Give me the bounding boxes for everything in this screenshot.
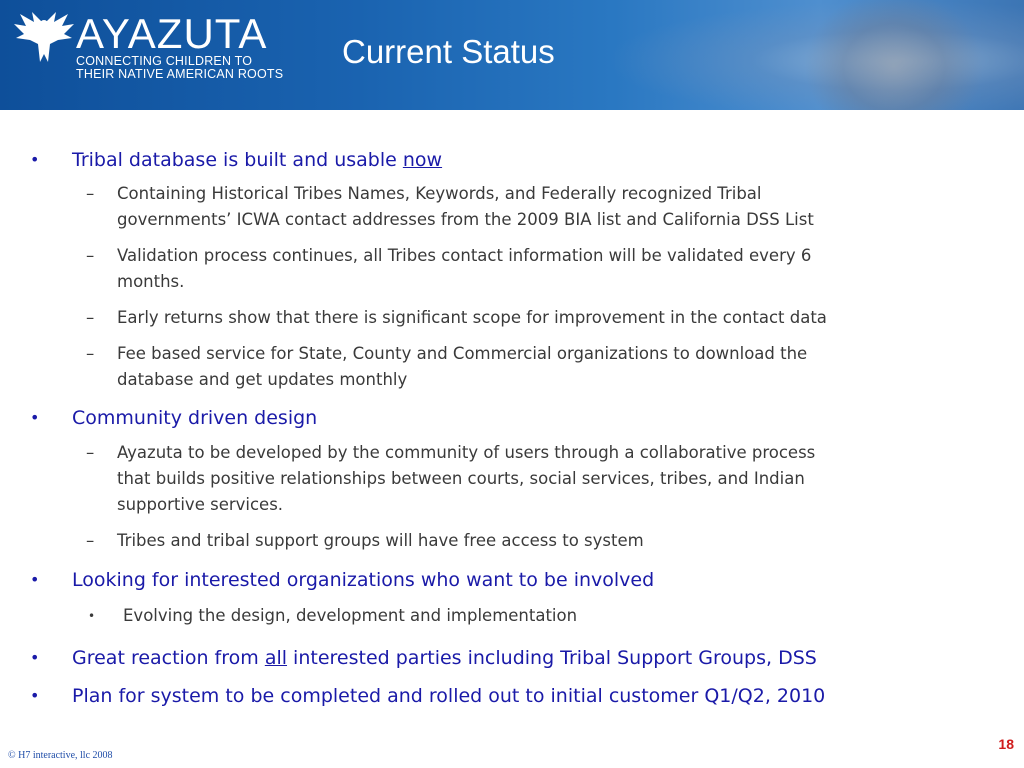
sub-2-1 [117,440,997,518]
bullet-4-after: interested parties including Tribal Support Groups, DSS [287,647,817,669]
sub-1-3-line-1: Early returns show that there is significant scope for improvement in the contact data [117,308,827,327]
logo-name: AYAZUTA [76,10,268,57]
sub-1-2 [117,243,997,295]
bullet-marker: • [30,648,40,667]
logo-tagline-1: CONNECTING CHILDREN TO [76,54,253,68]
banner-portrait-image [804,0,984,110]
sub-1-4 [117,341,997,393]
bullet-1-emphasis: now [402,149,443,171]
dash-marker: – [86,246,95,265]
bullet-3 [72,568,1002,592]
bullet-marker: • [30,570,40,589]
eagle-icon [12,10,76,66]
sub-3-1-line-1: Evolving the design, development and implementation [123,606,578,625]
dash-marker: – [86,443,95,462]
sub-1-1-line-1: Containing Historical Tribes Names, Keywords, and Federally recognized Tribal [117,184,762,203]
sub-2-1-line-2: that builds positive relationships between courts, social services, tribes, and Indian [117,469,805,488]
sub-2-1-line-1: Ayazuta to be developed by the community of users through a collaborative process [117,443,816,462]
sub-1-2-line-1: Validation process continues, all Tribes contact information will be validated every 6 [117,246,812,265]
bullet-1 [72,148,1002,172]
sub-1-1 [117,181,997,233]
page-number: 18 [998,736,1014,752]
bullet-5-text: Plan for system to be completed and rolled out to initial customer Q1/Q2, 2010 [72,685,826,707]
bullet-2 [72,406,1002,430]
bullet-marker: • [30,150,40,169]
header-banner [0,0,1024,110]
footer-copyright: © H7 interactive, llc 2008 [8,750,113,761]
sub-2-1-line-3: supportive services. [117,495,284,514]
sub-1-3 [117,305,997,331]
sub-1-2-line-2: months. [117,272,185,291]
sub-1-4-line-1: Fee based service for State, County and Commercial organizations to download the [117,344,808,363]
bullet-5 [72,684,1002,708]
bullet-2-text: Community driven design [72,407,318,429]
sub-3-1 [123,605,993,627]
dash-marker: – [86,308,95,327]
sub-2-2 [117,528,997,554]
dash-marker: – [86,531,95,550]
bullet-4-emphasis: all [264,647,288,669]
dash-marker: – [86,184,95,203]
dash-marker: – [86,344,95,363]
sub-1-4-line-2: database and get updates monthly [117,370,408,389]
bullet-4-before: Great reaction from [72,647,265,669]
sub-2-2-line-1: Tribes and tribal support groups will have free access to system [117,531,644,550]
bullet-3-text: Looking for interested organizations who want to be involved [72,569,655,591]
bullet-marker: • [30,408,40,427]
bullet-marker: • [30,686,40,705]
bullet-4 [72,646,1002,670]
logo-tagline-2: THEIR NATIVE AMERICAN ROOTS [76,67,284,81]
slide-title: Current Status [342,33,555,70]
sub-1-1-line-2: governments’ ICWA contact addresses from the 2009 BIA list and California DSS List [117,210,814,229]
bullet-1-text: Tribal database is built and usable [72,149,403,171]
sub-bullet-marker: • [88,609,96,623]
